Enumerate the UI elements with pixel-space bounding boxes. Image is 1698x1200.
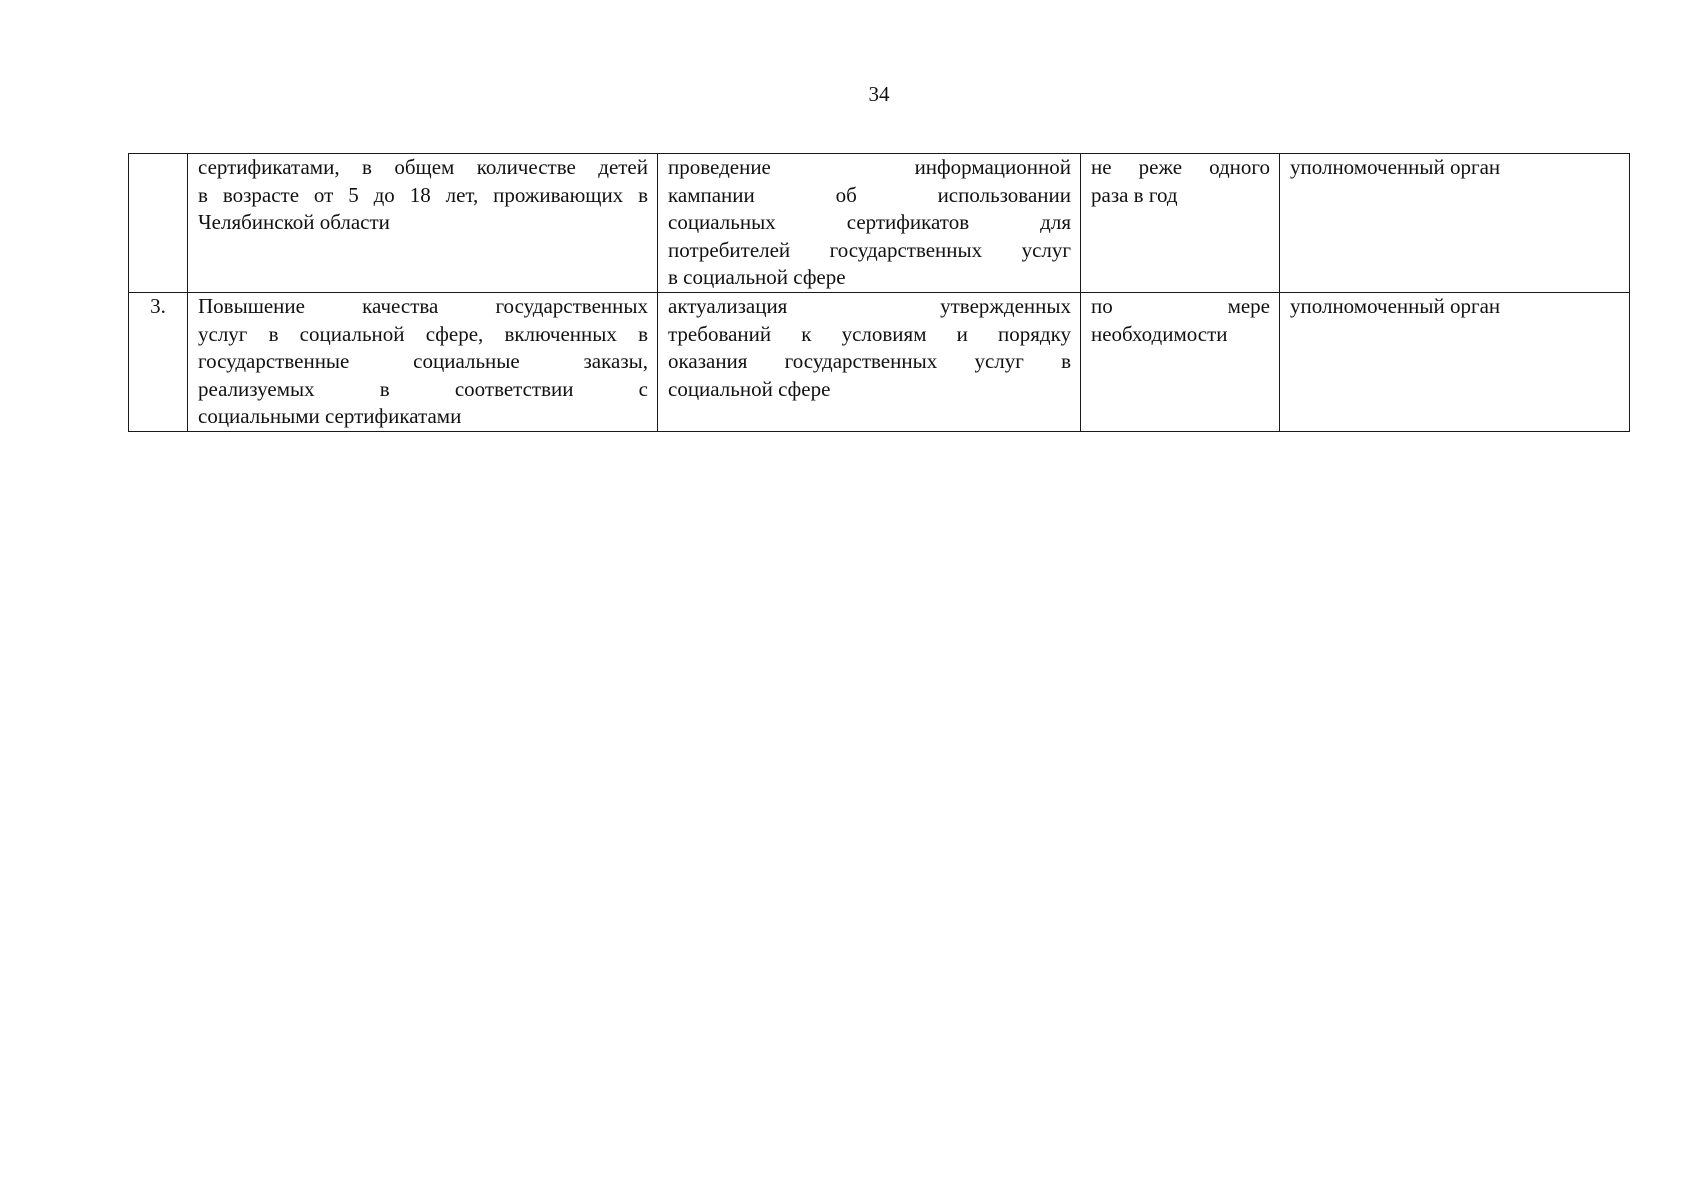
event-line: кампании об использовании xyxy=(668,182,1071,207)
task-cell xyxy=(188,154,658,293)
event-cell xyxy=(658,293,1081,432)
measures-table xyxy=(128,153,1630,432)
task-cell xyxy=(188,293,658,432)
term-line: не реже одного xyxy=(1091,155,1270,179)
task-line: сертификатами, в общем количестве детей xyxy=(198,155,648,179)
task-line: услуг в социальной сфере, включенных в xyxy=(198,321,648,346)
term-cell xyxy=(1081,154,1280,293)
event-line: требований к условиям и порядку xyxy=(668,321,1071,346)
responsible-text: уполномоченный орган xyxy=(1290,294,1501,318)
responsible-cell xyxy=(1280,154,1630,293)
table-row xyxy=(129,293,1630,432)
event-line: проведение информационной xyxy=(668,155,1071,179)
responsible-text: уполномоченный орган xyxy=(1290,155,1501,179)
event-line: в социальной сфере xyxy=(668,265,846,289)
page-number: 34 xyxy=(868,82,890,106)
event-line: актуализация утвержденных xyxy=(668,294,1071,318)
task-line: Повышение качества государственных xyxy=(198,294,648,318)
event-line: социальной сфере xyxy=(668,376,831,401)
task-line: государственные социальные заказы, xyxy=(198,349,648,373)
row-number-cell xyxy=(129,154,188,293)
term-line: раза в год xyxy=(1091,182,1178,207)
task-line: реализуемых в соответствии с xyxy=(198,376,648,401)
task-line: Челябинской области xyxy=(198,210,390,234)
task-line: социальными сертификатами xyxy=(198,404,462,428)
term-line: по мере xyxy=(1091,294,1270,318)
event-line: оказания государственных услуг в xyxy=(668,349,1071,373)
responsible-cell xyxy=(1280,293,1630,432)
term-line: необходимости xyxy=(1091,321,1228,346)
task-line: в возрасте от 5 до 18 лет, проживающих в xyxy=(198,182,648,207)
table-row xyxy=(129,154,1630,293)
term-cell xyxy=(1081,293,1280,432)
event-line: социальных сертификатов для xyxy=(668,210,1071,234)
row-number-cell: 3. xyxy=(129,293,188,432)
event-line: потребителей государственных услуг xyxy=(668,237,1071,262)
event-cell xyxy=(658,154,1081,293)
